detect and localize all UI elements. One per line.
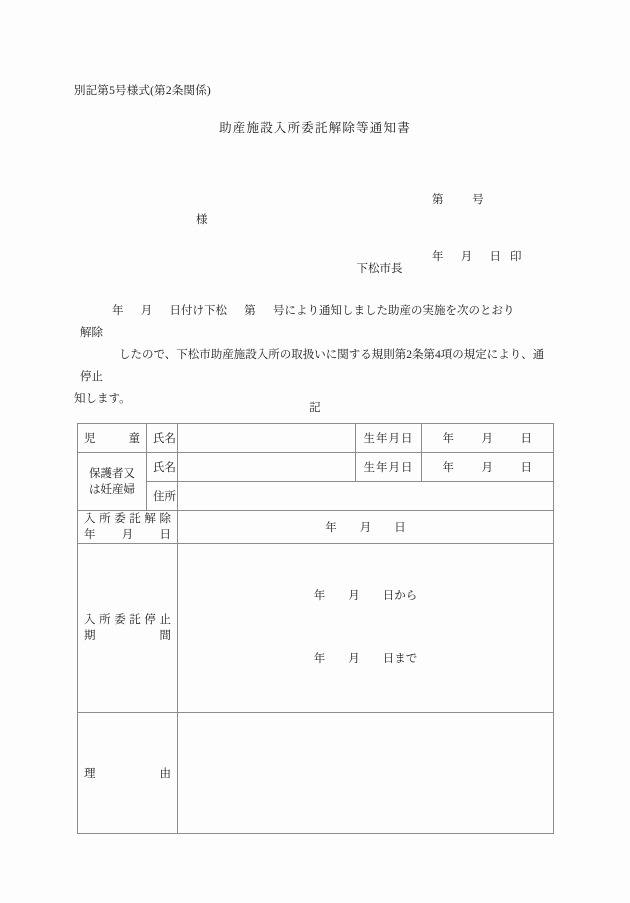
field-guardian-address[interactable]: [178, 482, 554, 511]
body-paragraph: [74, 300, 546, 410]
row-label-guardian-dob: 生年月日: [356, 453, 422, 482]
seal-mark: 印: [510, 251, 522, 263]
field-guardian-name[interactable]: [178, 453, 356, 482]
table-row-suspension-period: [78, 544, 554, 713]
row-label-reason: 理由: [78, 713, 178, 834]
field-child-name[interactable]: [178, 424, 356, 453]
form-code: 別記第5号様式(第2条関係): [74, 85, 211, 97]
field-guardian-dob[interactable]: 年 月 日: [422, 453, 554, 482]
document-date-line: 年 月 日: [432, 251, 501, 263]
row-sublabel-child-name: 氏名: [147, 424, 178, 453]
field-suspension-period-to: 年 月 日まで: [313, 653, 418, 665]
body-line-1: 年 月 日付け下松 第 号により通知しました助産の実施を次のとおり: [112, 305, 515, 317]
addressee-honorific: 様: [196, 214, 208, 226]
notification-details-table: [77, 423, 554, 834]
table-row-cancellation-date: [78, 511, 554, 544]
row-label-cancellation-date: [78, 511, 178, 544]
row-label-cancellation-date-line2: 年 月 日: [84, 529, 171, 541]
issuer-name: 下松市長: [356, 263, 403, 275]
row-sublabel-guardian-address: 住所: [147, 482, 178, 511]
table-row-reason: [78, 713, 554, 834]
field-cancellation-date[interactable]: 年 月 日: [178, 511, 554, 544]
row-label-suspension-period: [78, 544, 178, 713]
body-line-5: 知します。: [74, 393, 131, 405]
ki-marker: 記: [309, 402, 321, 414]
body-line-3: したので、下松市助産施設入所の取扱いに関する規則第2条第4項の規定により、通: [119, 349, 545, 361]
table-row-guardian-name: [78, 453, 554, 482]
issuer-block: [345, 248, 545, 300]
field-reason[interactable]: [178, 713, 554, 834]
body-choice-teishi: 停止: [80, 371, 103, 383]
page-title: 助産施設入所委託解除等通知書: [219, 121, 411, 135]
row-sublabel-guardian-name: 氏名: [147, 453, 178, 482]
row-label-suspension-period-line1: 入所委託停止: [84, 614, 171, 626]
row-label-suspension-period-line2: 期 間: [84, 630, 171, 642]
row-label-cancellation-date-line1: 入所委託解除: [84, 513, 171, 525]
field-suspension-period[interactable]: [178, 544, 554, 713]
body-choice-kaijo: 解除: [80, 327, 103, 339]
row-label-child: 児童: [78, 424, 147, 453]
table-row-guardian-address: [78, 482, 554, 511]
field-suspension-period-from: 年 月 日から: [313, 590, 418, 602]
table-row-child: [78, 424, 554, 453]
row-label-child-dob: 生年月日: [356, 424, 422, 453]
row-label-guardian: 保護者又は妊産婦: [78, 453, 147, 511]
field-child-dob[interactable]: 年 月 日: [422, 424, 554, 453]
document-number-line: 第 号: [432, 194, 484, 206]
